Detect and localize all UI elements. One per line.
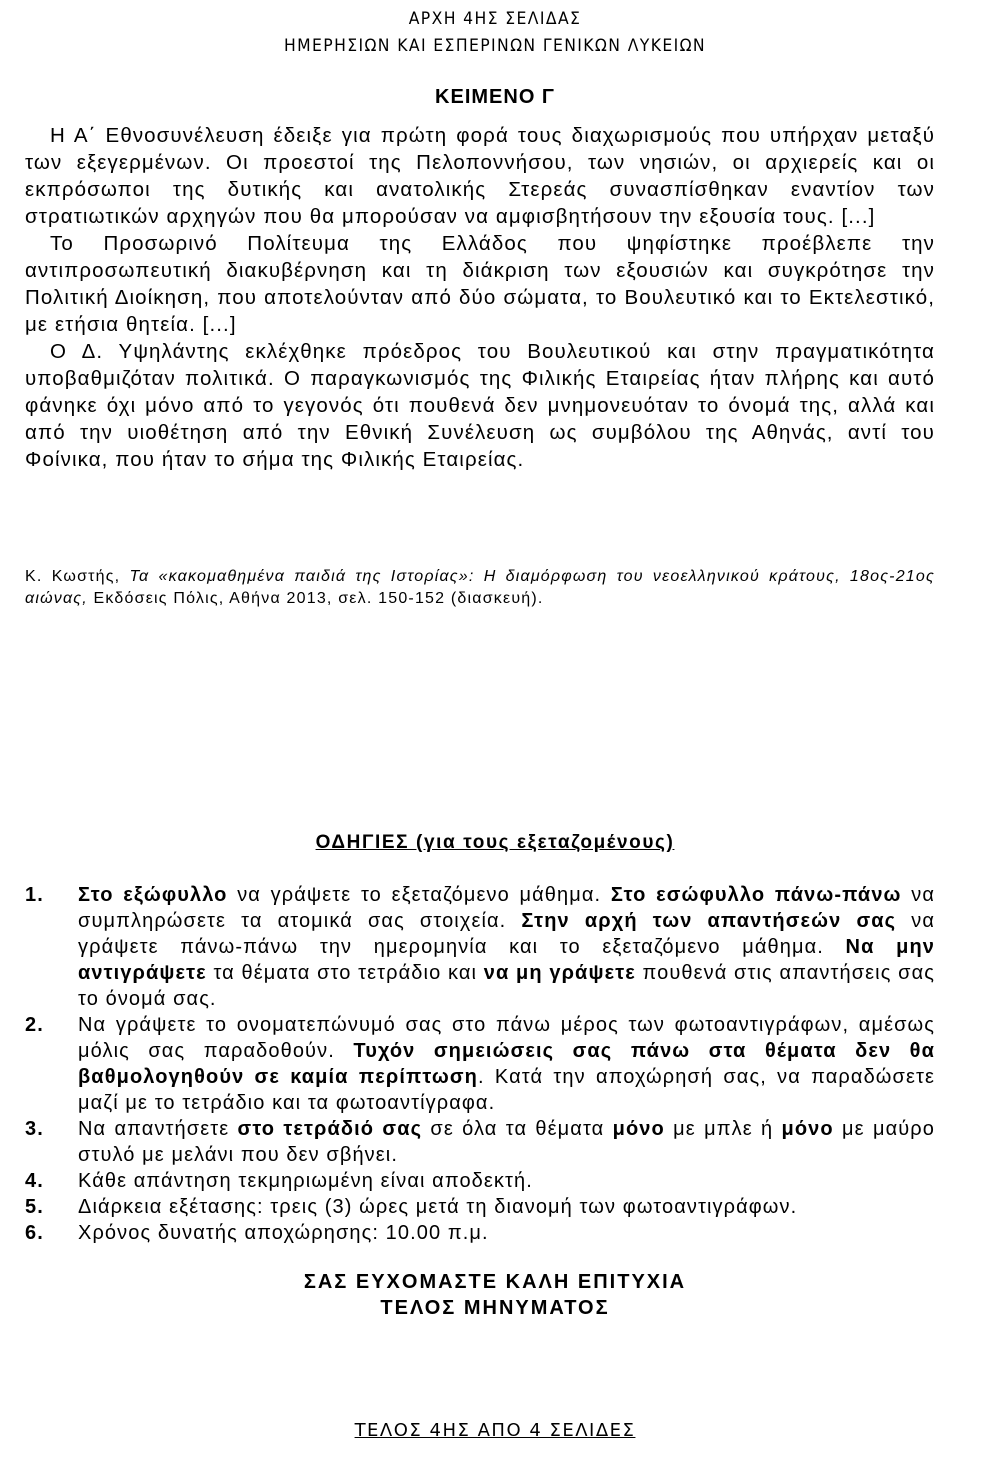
text-c-paragraph: Το Προσωρινό Πολίτευμα της Ελλάδος που ψηφίστηκε προέβλεπε την αντιπροσωπευτική διακυβέρνηση και τη διάκριση των εξουσιών και συγκρότησε την Πολιτική Διοίκηση, που αποτελούνταν από δύο σώματα, το Βουλευτικό και το Εκτελεστικό, με ετήσια θητεία. [...] <box>25 232 935 336</box>
instruction-emphasis: Στο εσώφυλλο πάνω-πάνω <box>610 884 902 906</box>
closing-end-message: ΤΕΛΟΣ ΜΗΝΥΜΑΤΟΣ <box>380 1297 610 1319</box>
instruction-number: 3. <box>25 1118 44 1140</box>
instruction-number: 6. <box>25 1222 44 1244</box>
page-footer: ΤΕΛΟΣ 4ΗΣ ΑΠΟ 4 ΣΕΛΙΔΕΣ <box>354 1420 636 1441</box>
instruction-number: 5. <box>25 1196 44 1218</box>
instruction-emphasis: Στο εξώφυλλο <box>78 884 228 906</box>
instruction-emphasis: μόνο <box>781 1118 834 1140</box>
instruction-text: Διάρκεια εξέτασης: τρεις (3) ώρες μετά τη διανομή των φωτοαντιγράφων. <box>78 1196 798 1218</box>
closing-wish: ΣΑΣ ΕΥΧΟΜΑΣΤΕ ΚΑΛΗ ΕΠΙΤΥΧΙΑ <box>303 1271 687 1293</box>
source-book-title: Τα «κακομαθημένα παιδιά της Ιστορίας»: Η διαμόρφωση του νεοελληνικού κράτους, 18ος-21ος αιώνας, <box>25 568 935 607</box>
instruction-number: 4. <box>25 1170 44 1192</box>
text-c-body <box>25 122 935 473</box>
instruction-number: 2. <box>25 1014 44 1036</box>
instruction-emphasis: στο τετράδιό σας <box>237 1118 423 1140</box>
instruction-text: να συμπληρώσετε τα ατομικά σας στοιχεία. <box>78 884 935 932</box>
text-c-paragraph: Ο Δ. Υψηλάντης εκλέχθηκε πρόεδρος του Βουλευτικού και στην πραγματικότητα υποβαθμιζόταν πολιτικά. Ο παραγκωνισμός της Φιλικής Εταιρείας ήταν πλήρης και αυτό φάνηκε όχι μόνο από το γεγονός ότι πουθενά δεν μνημονευόταν το όνομά της, αλλά και από την υιοθέτηση από την Εθνική Συνέλευση ως συμβόλου της Αθηνάς, αντί του Φοίνικα, που ήταν το σήμα της Φιλικής Εταιρείας. <box>25 340 935 471</box>
instruction-text: με μαύρο στυλό με μελάνι που δεν σβήνει. <box>78 1118 935 1166</box>
instruction-text: Να απαντήσετε <box>78 1118 238 1140</box>
instruction-number: 1. <box>25 884 44 906</box>
instruction-text: Κάθε απάντηση τεκμηριωμένη είναι αποδεκτή. <box>78 1170 533 1192</box>
instruction-text: . Κατά την αποχώρησή σας, να παραδώσετε μαζί με το τετράδιο και τα φωτοαντίγραφα. <box>78 1066 935 1114</box>
instructions-list <box>25 882 935 1246</box>
instruction-emphasis: μόνο <box>612 1118 665 1140</box>
source-author: Κ. Κωστής, <box>25 568 130 585</box>
instruction-emphasis: Στην αρχή των απαντήσεών σας <box>521 910 897 932</box>
text-c-paragraph: Η Α΄ Εθνοσυνέλευση έδειξε για πρώτη φορά τους διαχωρισμούς που υπήρχαν μεταξύ των εξεγερμένων. Οι προεστοί της Πελοποννήσου, των νησιών, οι αρχιερείς και οι εκπρόσωποι της δυτικής και ανατολικής Στερεάς συνασπίσθηκαν εναντίον των στρατιωτικών αρχηγών που θα μπορούσαν να αμφισβητήσουν την εξουσία τους. [...] <box>25 124 935 228</box>
page-header-schools: ΗΜΕΡΗΣΙΩΝ ΚΑΙ ΕΣΠΕΡΙΝΩΝ ΓΕΝΙΚΩΝ ΛΥΚΕΙΩΝ <box>283 36 707 56</box>
instruction-text: με μπλε ή <box>664 1118 782 1140</box>
instruction-text: τα θέματα στο τετράδιο και <box>206 962 484 984</box>
instruction-emphasis: Να μην αντιγράψετε <box>78 936 935 984</box>
instruction-emphasis: Τυχόν σημειώσεις σας πάνω στα θέματα δεν θα βαθμολογηθούν σε καμία περίπτωση <box>78 1040 935 1088</box>
instruction-item <box>25 882 935 1012</box>
page-header-start: ΑΡΧΗ 4ΗΣ ΣΕΛΙΔΑΣ <box>408 9 582 29</box>
instruction-emphasis: να μη γράψετε <box>483 962 636 984</box>
instruction-text: σε όλα τα θέματα <box>422 1118 613 1140</box>
text-c-title: ΚΕΙΜΕΝΟ Γ <box>435 86 555 108</box>
instruction-text: να γράψετε το εξεταζόμενο μάθημα. <box>227 884 611 906</box>
instruction-item <box>25 1116 935 1168</box>
source-citation <box>25 566 935 610</box>
instruction-item <box>25 1220 935 1246</box>
instruction-text: Χρόνος δυνατής αποχώρησης: 10.00 π.μ. <box>78 1222 489 1244</box>
instruction-text: Να γράψετε το ονοματεπώνυμό σας στο πάνω μέρος των φωτοαντιγράφων, αμέσως μόλις σας παραδοθούν. <box>78 1014 935 1062</box>
instruction-item <box>25 1012 935 1116</box>
instructions-title: ΟΔΗΓΙΕΣ (για τους εξεταζομένους) <box>315 832 675 853</box>
instruction-text: πουθενά στις απαντήσεις σας το όνομά σας. <box>78 962 935 1010</box>
instruction-item <box>25 1194 935 1220</box>
instruction-text: να γράψετε πάνω-πάνω την ημερομηνία και το εξεταζόμενο μάθημα. <box>78 910 935 958</box>
instruction-item <box>25 1168 935 1194</box>
source-publication: Εκδόσεις Πόλις, Αθήνα 2013, σελ. 150-152 (διασκευή). <box>87 590 544 607</box>
